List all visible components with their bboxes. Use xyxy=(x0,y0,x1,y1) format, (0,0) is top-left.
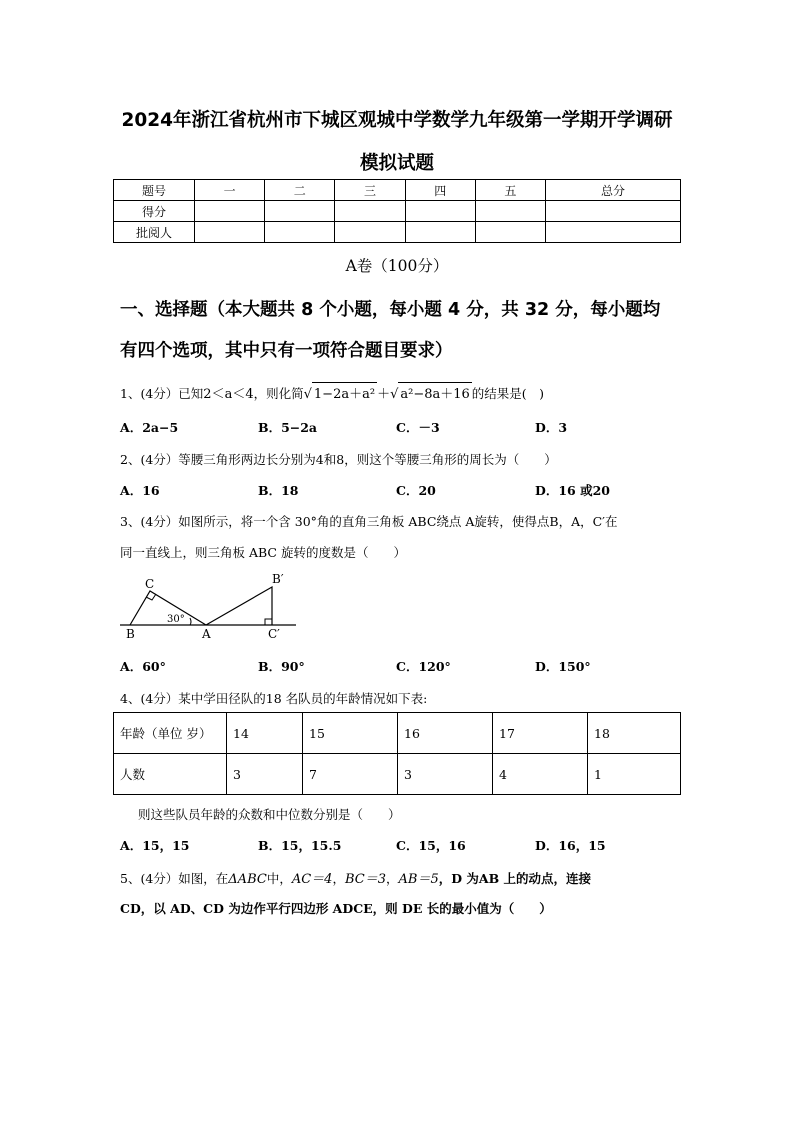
q1-suffix: 的结果是( ) xyxy=(471,386,545,401)
score-header-cell: 总分 xyxy=(546,180,681,201)
sqrt-icon: √ xyxy=(390,387,399,402)
count-cell: 人数 xyxy=(114,754,227,795)
count-cell: 3 xyxy=(398,754,493,795)
question-5-line1: 5、(4分）如图，在ΔABC中，AC＝4，BC＝3，AB＝5，D 为AB 上的动点，连接 xyxy=(120,871,592,887)
score-table-row xyxy=(114,222,681,243)
question-5-line2: CD，以 AD、CD 为边作平行四边形 ADCE，则 DE 长的最小值为（ ） xyxy=(120,901,552,916)
q1-radicand-2: a²−8a＋16 xyxy=(398,382,471,402)
count-row xyxy=(114,754,681,795)
score-header-cell: 三 xyxy=(335,180,405,201)
section1-heading-line2: 有四个选项，其中只有一项符合题目要求） xyxy=(120,341,453,361)
age-cell: 15 xyxy=(303,713,398,754)
q4-option-b[interactable]: B．15，15.5 xyxy=(258,838,342,853)
question-4: 4、(4分）某中学田径队的18 名队员的年龄情况如下表: xyxy=(120,691,428,706)
age-cell: 18 xyxy=(588,713,681,754)
q3-option-a[interactable]: A．60° xyxy=(120,659,166,674)
sqrt-icon: √ xyxy=(303,387,312,402)
q1-option-c[interactable]: C．－3 xyxy=(396,420,440,435)
q1-option-d[interactable]: D．3 xyxy=(535,420,568,435)
section-a-heading: A卷（100分） xyxy=(345,257,449,275)
score-header-cell: 五 xyxy=(475,180,545,201)
q4-option-d[interactable]: D．16，15 xyxy=(535,838,606,853)
q1-plus: ＋ xyxy=(377,387,391,402)
q1-mid: ，则化简 xyxy=(253,386,304,401)
count-cell: 4 xyxy=(493,754,588,795)
score-cell[interactable] xyxy=(195,201,265,222)
age-cell: 14 xyxy=(227,713,303,754)
score-cell[interactable] xyxy=(546,222,681,243)
score-cell[interactable] xyxy=(475,201,545,222)
question-2: 2、(4分）等腰三角形两边长分别为4和8，则这个等腰三角形的周长为（ ） xyxy=(120,452,557,467)
q3-option-c[interactable]: C．120° xyxy=(396,659,451,674)
age-cell: 年龄（单位 岁） xyxy=(114,713,227,754)
angle-arc xyxy=(190,618,191,625)
q5-intro: 5、(4分）如图，在 xyxy=(120,871,229,886)
q5-ab: AB＝5 xyxy=(398,872,439,887)
q5-ac: AC＝4 xyxy=(291,872,333,887)
score-cell[interactable] xyxy=(195,222,265,243)
age-row xyxy=(114,713,681,754)
q5-bc: BC＝3 xyxy=(344,872,386,887)
q2-option-b[interactable]: B．18 xyxy=(258,483,299,498)
label-bprime: B′ xyxy=(272,572,284,586)
triangle-rotated xyxy=(206,587,272,625)
q1-radicand-1: 1−2a＋a² xyxy=(312,382,377,402)
count-cell: 1 xyxy=(588,754,681,795)
score-cell[interactable] xyxy=(265,222,335,243)
exam-title-line2: 模拟试题 xyxy=(359,153,434,174)
q3-option-d[interactable]: D．150° xyxy=(535,659,591,674)
right-angle-mark-cprime xyxy=(265,619,272,625)
q5-zhong: 中， xyxy=(266,871,292,886)
question-3-line1: 3、(4分）如图所示，将一个含 30°角的直角三角板 ABC绕点 A旋转，使得点B，A，C′在 xyxy=(120,514,618,529)
q3-option-b[interactable]: B．90° xyxy=(258,659,305,674)
q5-triangle: ΔABC xyxy=(228,872,267,887)
score-header-cell: 题号 xyxy=(114,180,195,201)
score-table-header-row xyxy=(114,180,681,201)
score-header-cell: 四 xyxy=(405,180,475,201)
score-row-label: 得分 xyxy=(114,201,195,222)
score-cell[interactable] xyxy=(546,201,681,222)
q2-option-c[interactable]: C．20 xyxy=(396,483,436,498)
score-cell[interactable] xyxy=(335,201,405,222)
score-table-row xyxy=(114,201,681,222)
question-4-followup: 则这些队员年龄的众数和中位数分别是（ ） xyxy=(138,807,401,822)
q2-option-d[interactable]: D．16 或20 xyxy=(535,483,610,498)
score-cell[interactable] xyxy=(405,201,475,222)
q4-option-a[interactable]: A．15，15 xyxy=(120,838,190,853)
section1-heading-line1: 一、选择题（本大题共 8 个小题，每小题 4 分，共 32 分，每小题均 xyxy=(120,300,661,320)
score-header-cell: 二 xyxy=(265,180,335,201)
age-cell: 16 xyxy=(398,713,493,754)
q2-option-a[interactable]: A．16 xyxy=(120,483,160,498)
q5-rest: ，D 为AB 上的动点，连接 xyxy=(438,871,592,886)
q1-option-b[interactable]: B．5−2a xyxy=(258,420,318,435)
score-row-label: 批阅人 xyxy=(114,222,195,243)
q1-prefix: 1、(4分）已知 xyxy=(120,386,204,401)
question-1 xyxy=(120,382,544,402)
rotation-figure xyxy=(118,568,303,640)
q1-option-a[interactable]: A．2a−5 xyxy=(120,420,179,435)
q1-condition: 2＜a＜4 xyxy=(203,387,254,402)
label-c: C xyxy=(145,577,155,591)
label-b: B xyxy=(126,627,135,640)
exam-title-line1: 2024年浙江省杭州市下城区观城中学数学九年级第一学期开学调研 xyxy=(121,110,673,131)
label-a: A xyxy=(202,627,211,640)
q4-option-c[interactable]: C．15，16 xyxy=(396,838,466,853)
score-cell[interactable] xyxy=(265,201,335,222)
label-angle: 30° xyxy=(167,614,185,625)
score-cell[interactable] xyxy=(335,222,405,243)
score-table xyxy=(113,179,681,243)
count-cell: 7 xyxy=(303,754,398,795)
label-cprime: C′ xyxy=(268,627,280,640)
score-header-cell: 一 xyxy=(195,180,265,201)
score-cell[interactable] xyxy=(405,222,475,243)
age-table xyxy=(113,712,681,795)
age-cell: 17 xyxy=(493,713,588,754)
count-cell: 3 xyxy=(227,754,303,795)
score-cell[interactable] xyxy=(475,222,545,243)
question-3-line2: 同一直线上，则三角板 ABC 旋转的度数是（ ） xyxy=(120,545,406,560)
